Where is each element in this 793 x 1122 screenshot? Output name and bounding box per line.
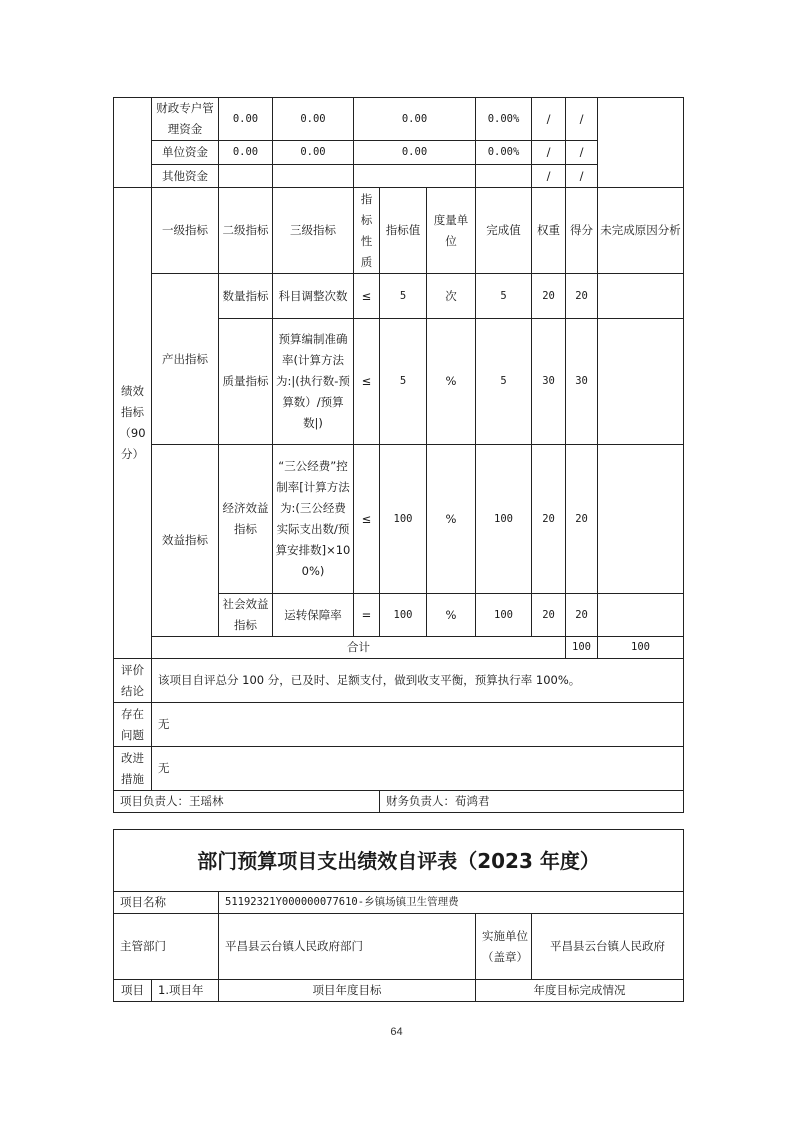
actual-cell: 100 (476, 445, 532, 594)
header-cell: 未完成原因分析 (598, 188, 684, 274)
funding-label: 财政专户管理资金 (152, 98, 219, 141)
total-row (114, 637, 684, 659)
header-cell: 得分 (566, 188, 598, 274)
funding-value: 0.00% (476, 98, 532, 141)
row-cell: 项目年度目标 (219, 980, 476, 1002)
unit-cell: % (427, 594, 476, 637)
perf-section-label: 绩效指标（90分） (114, 188, 152, 659)
issues-text: 无 (152, 703, 684, 747)
funding-value: / (532, 165, 566, 188)
reason-cell (598, 594, 684, 637)
level2-cell: 经济效益指标 (219, 445, 273, 594)
blank-cell (598, 98, 684, 188)
funding-row (114, 98, 684, 141)
total-label: 合计 (152, 637, 566, 659)
header-cell: 二级指标 (219, 188, 273, 274)
actual-cell: 5 (476, 319, 532, 445)
row-cell: 1.项目年 (152, 980, 219, 1002)
unit-cell: % (427, 319, 476, 445)
header-cell: 三级指标 (273, 188, 354, 274)
signature-row (114, 791, 684, 813)
score-cell: 30 (566, 319, 598, 445)
score-cell: 20 (566, 445, 598, 594)
blank-cell (114, 98, 152, 188)
target-cell: 100 (380, 594, 427, 637)
measures-label: 改进措施 (114, 747, 152, 791)
level2-cell: 质量指标 (219, 319, 273, 445)
header-cell: 指标值 (380, 188, 427, 274)
unit-cell: % (427, 445, 476, 594)
weight-cell: 20 (532, 594, 566, 637)
issues-row (114, 703, 684, 747)
level2-cell: 数量指标 (219, 274, 273, 319)
score-cell: 20 (566, 274, 598, 319)
total-score: 100 (598, 637, 684, 659)
header-cell: 权重 (532, 188, 566, 274)
funding-value: / (566, 141, 598, 165)
indicator-row (114, 274, 684, 319)
nature-cell: = (354, 594, 380, 637)
funding-value: / (532, 141, 566, 165)
measures-row (114, 747, 684, 791)
target-cell: 5 (380, 319, 427, 445)
level3-cell: 运转保障率 (273, 594, 354, 637)
funding-value: 0.00% (476, 141, 532, 165)
project-lead: 项目负责人：王瑶林 (114, 791, 380, 813)
issues-label: 存在问题 (114, 703, 152, 747)
actual-cell: 100 (476, 594, 532, 637)
header-cell: 度量单位 (427, 188, 476, 274)
target-cell: 100 (380, 445, 427, 594)
reason-cell (598, 445, 684, 594)
unit-cell: 次 (427, 274, 476, 319)
conclusion-text: 该项目自评总分 100 分，已及时、足额支付，做到收支平衡，预算执行率 100%。 (152, 659, 684, 703)
performance-table (113, 97, 684, 813)
indicator-row (114, 445, 684, 594)
row-cell: 项目 (114, 980, 152, 1002)
level3-cell: 科目调整次数 (273, 274, 354, 319)
header-cell: 完成值 (476, 188, 532, 274)
funding-value: 0.00 (273, 98, 354, 141)
impl-value: 平昌县云台镇人民政府 (532, 914, 684, 980)
level2-cell: 社会效益指标 (219, 594, 273, 637)
level1-cell: 产出指标 (152, 274, 219, 445)
target-cell: 5 (380, 274, 427, 319)
funding-value (273, 165, 354, 188)
conclusion-row (114, 659, 684, 703)
funding-value: 0.00 (219, 141, 273, 165)
actual-cell: 5 (476, 274, 532, 319)
funding-value: 0.00 (354, 141, 476, 165)
funding-value: 0.00 (273, 141, 354, 165)
funding-value: / (566, 165, 598, 188)
nature-cell: ≤ (354, 319, 380, 445)
header-cell: 一级指标 (152, 188, 219, 274)
total-weight: 100 (566, 637, 598, 659)
funding-value (476, 165, 532, 188)
header-cell: 指标性质 (354, 188, 380, 274)
funding-value: / (532, 98, 566, 141)
project-name-label: 项目名称 (114, 892, 219, 914)
funding-value: 0.00 (354, 98, 476, 141)
table-title: 部门预算项目支出绩效自评表（2023 年度） (114, 830, 684, 892)
reason-cell (598, 274, 684, 319)
row-cell: 年度目标完成情况 (476, 980, 684, 1002)
weight-cell: 20 (532, 274, 566, 319)
funding-label: 单位资金 (152, 141, 219, 165)
page-number: 64 (390, 1026, 403, 1038)
project-name-value: 51192321Y000000077610-乡镇场镇卫生管理费 (219, 892, 684, 914)
level1-cell: 效益指标 (152, 445, 219, 637)
weight-cell: 20 (532, 445, 566, 594)
nature-cell: ≤ (354, 445, 380, 594)
dept-value: 平昌县云台镇人民政府部门 (219, 914, 476, 980)
impl-label: 实施单位（盖章） (476, 914, 532, 980)
level3-cell: 预算编制准确率(计算方法为:|(执行数-预算数）/预算数|) (273, 319, 354, 445)
nature-cell: ≤ (354, 274, 380, 319)
score-cell: 20 (566, 594, 598, 637)
dept-label: 主管部门 (114, 914, 219, 980)
funding-value (354, 165, 476, 188)
measures-text: 无 (152, 747, 684, 791)
funding-label: 其他资金 (152, 165, 219, 188)
reason-cell (598, 319, 684, 445)
weight-cell: 30 (532, 319, 566, 445)
conclusion-label: 评价结论 (114, 659, 152, 703)
funding-value (219, 165, 273, 188)
level3-cell: “三公经费”控制率[计算方法为:(三公经费实际支出数/预算安排数]×100%) (273, 445, 354, 594)
finance-lead: 财务负责人：荀鸿君 (380, 791, 684, 813)
self-evaluation-table (113, 829, 684, 1002)
funding-value: 0.00 (219, 98, 273, 141)
funding-value: / (566, 98, 598, 141)
perf-header-row (114, 188, 684, 274)
